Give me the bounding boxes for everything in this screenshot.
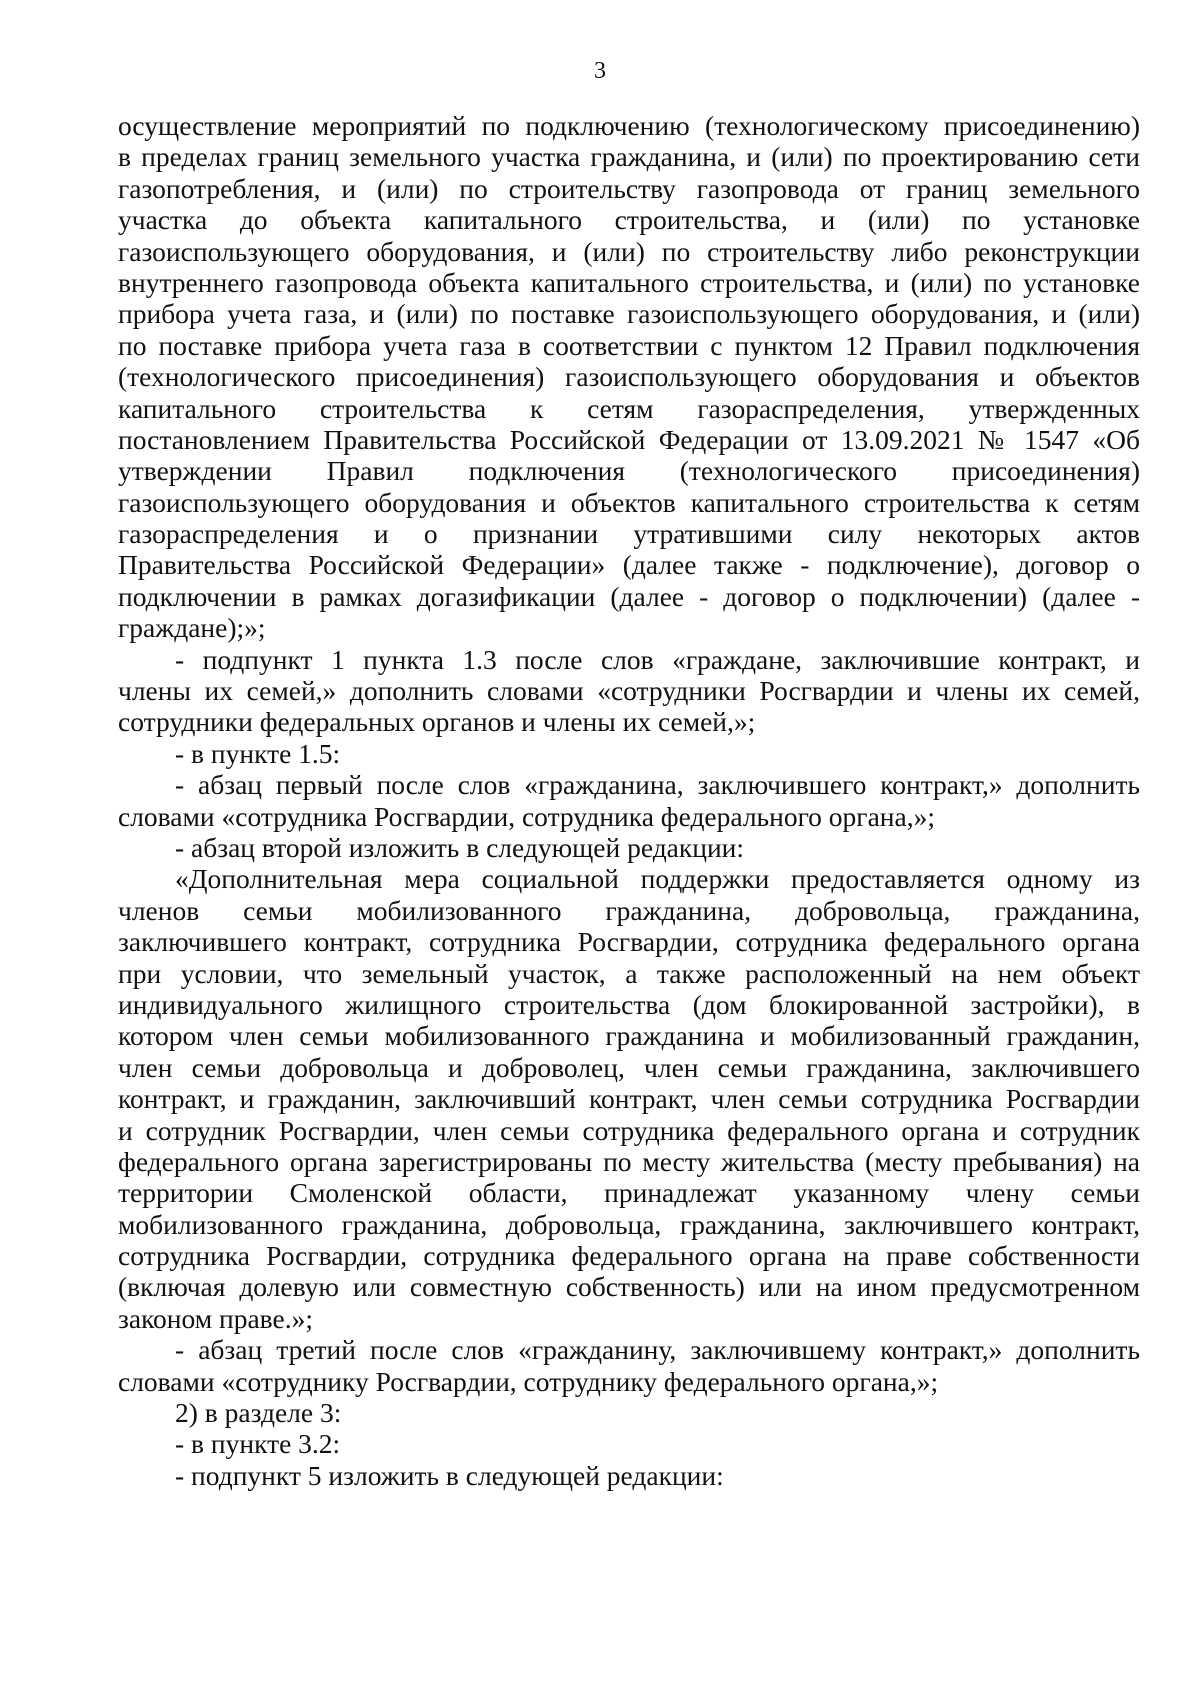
text-line: мобилизованного гражданина, добровольца, гражданина, заключившего контракт,: [118, 1208, 1140, 1240]
text-line: - абзац третий после слов «гражданину, заключившему контракт,» дополнить: [175, 1334, 1140, 1366]
text-line: при условии, что земельный участок, а также расположенный на нем объект: [118, 957, 1140, 989]
text-line: (технологического присоединения) газоиспользующего оборудования и объектов: [118, 361, 1140, 393]
text-line: - абзац первый после слов «гражданина, заключившего контракт,» дополнить: [175, 769, 1140, 801]
text-line: участка до объекта капитального строительства, и (или) по установке: [118, 204, 1140, 236]
text-line: газоиспользующего оборудования и объектов капитального строительства к сетям: [118, 486, 1140, 518]
text-line: газораспределения и о признании утратившими силу некоторых актов: [118, 518, 1140, 550]
text-line: сотрудники федеральных органов и члены их семей,»;: [118, 706, 756, 738]
document-body-text: [118, 110, 1140, 1491]
text-line: членов семьи мобилизованного гражданина, добровольца, гражданина,: [118, 894, 1140, 926]
text-line: котором член семьи мобилизованного гражданина и мобилизованный гражданин,: [118, 1020, 1140, 1052]
text-line: постановлением Правительства Российской Федерации от 13.09.2021 № 1547 «Об: [118, 423, 1140, 455]
text-line: по поставке прибора учета газа в соответствии с пунктом 12 Правил подключения: [118, 329, 1140, 361]
text-line: - подпункт 1 пункта 1.3 после слов «граждане, заключившие контракт, и: [175, 643, 1140, 675]
text-line: члены их семей,» дополнить словами «сотрудники Росгвардии и члены их семей,: [118, 675, 1140, 707]
text-line: контракт, и гражданин, заключивший контракт, член семьи сотрудника Росгвардии: [118, 1083, 1140, 1115]
text-line: 2) в разделе 3:: [175, 1397, 342, 1429]
page-number: 3: [594, 58, 606, 84]
text-line: и сотрудник Росгвардии, член семьи сотрудника федерального органа и сотрудник: [118, 1114, 1140, 1146]
text-line: осуществление мероприятий по подключению (технологическому присоединению): [118, 110, 1140, 141]
text-line: член семьи добровольца и доброволец, член семьи гражданина, заключившего: [118, 1051, 1140, 1083]
text-line: законом праве.»;: [118, 1302, 313, 1334]
text-line: - подпункт 5 изложить в следующей редакции:: [175, 1459, 724, 1491]
text-line: - в пункте 1.5:: [175, 737, 341, 769]
text-line: федерального органа зарегистрированы по месту жительства (месту пребывания) на: [118, 1145, 1140, 1177]
text-line: (включая долевую или совместную собственность) или на ином предусмотренном: [118, 1271, 1140, 1303]
text-line: территории Смоленской области, принадлежат указанному члену семьи: [118, 1177, 1140, 1209]
text-line: индивидуального жилищного строительства (дом блокированной застройки), в: [118, 988, 1140, 1020]
text-line: внутреннего газопровода объекта капитального строительства, и (или) по установке: [118, 266, 1140, 298]
text-line: заключившего контракт, сотрудника Росгвардии, сотрудника федерального органа: [118, 926, 1140, 958]
text-line: в пределах границ земельного участка гражданина, и (или) по проектированию сети: [118, 141, 1140, 173]
text-line: словами «сотрудника Росгвардии, сотрудника федерального органа,»;: [118, 800, 935, 832]
text-line: газоиспользующего оборудования, и (или) по строительству либо реконструкции: [118, 235, 1140, 267]
text-line: сотрудника Росгвардии, сотрудника федерального органа на праве собственности: [118, 1240, 1140, 1272]
text-line: «Дополнительная мера социальной поддержки предоставляется одному из: [175, 863, 1140, 895]
text-line: утверждении Правил подключения (технологического присоединения): [118, 455, 1140, 487]
text-line: - абзац второй изложить в следующей редакции:: [175, 831, 745, 863]
text-line: газопотребления, и (или) по строительству газопровода от границ земельного: [118, 172, 1140, 204]
text-line: подключении в рамках догазификации (далее - договор о подключении) (далее -: [118, 580, 1140, 612]
text-line: словами «сотруднику Росгвардии, сотруднику федерального органа,»;: [118, 1365, 939, 1397]
text-line: прибора учета газа, и (или) по поставке газоиспользующего оборудования, и (или): [118, 298, 1140, 330]
text-line: капитального строительства к сетям газораспределения, утвержденных: [118, 392, 1140, 424]
text-line: граждане);»;: [118, 612, 266, 644]
text-line: - в пункте 3.2:: [175, 1428, 341, 1460]
text-line: Правительства Российской Федерации» (далее также - подключение), договор о: [118, 549, 1140, 581]
